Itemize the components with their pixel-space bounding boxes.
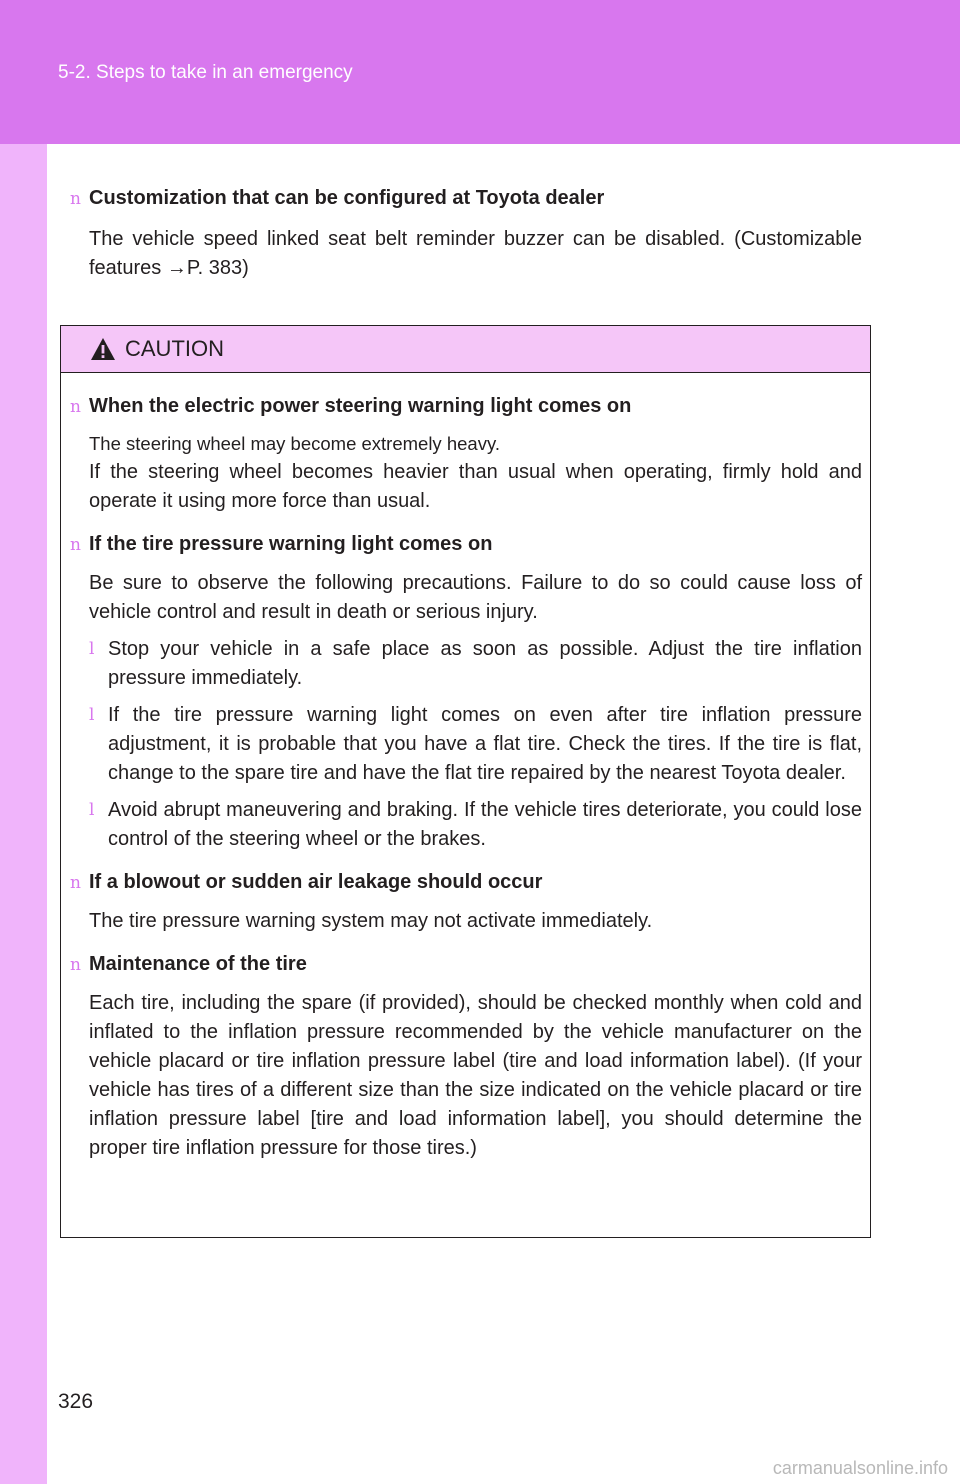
section-bullet-icon: n: [70, 955, 81, 975]
caution-item-heading-text: If the tire pressure warning light comes on: [89, 533, 493, 555]
list-bullet-icon: l: [89, 800, 95, 820]
caution-item: [70, 392, 862, 516]
intro-heading-text: Customization that can be configured at Toyota dealer: [89, 187, 605, 209]
list-item: [70, 635, 862, 693]
caution-label: CAUTION: [125, 336, 224, 361]
caution-item-text: Each tire, including the spare (if provided), should be checked monthly when cold and inflated to the inflation pressure recommended by the vehicle manufacturer on the vehicle placard or tire inflation pressure label (tire and load information label). (If your vehicle has tires of a different size than the size indicated on the vehicle placard or tire inflation pressure label [tire and load information label], you should determine the proper tire inflation pressure for those tires.): [89, 992, 862, 1159]
caution-text-line: If the steering wheel becomes heavier than usual when operating, firmly hold and operate it using more force than usual.: [89, 461, 862, 512]
section-bullet-icon: n: [70, 189, 81, 209]
caution-header: [61, 326, 870, 373]
intro-heading: [70, 184, 862, 213]
list-bullet-icon: l: [89, 705, 95, 725]
caution-item-text: Be sure to observe the following precautions. Failure to do so could cause loss of vehicle control and result in death or serious injury.: [89, 572, 862, 623]
caution-item-text: [70, 429, 862, 516]
caution-item-heading-text: When the electric power steering warning light comes on: [89, 395, 632, 417]
caution-item: [70, 868, 862, 936]
intro-text: The vehicle speed linked seat belt reminder buzzer can be disabled. (Customizable features →P. 383): [89, 228, 862, 279]
section-title: 5-2. Steps to take in an emergency: [58, 62, 353, 83]
intro-section: [70, 184, 862, 283]
section-bullet-icon: n: [70, 397, 81, 417]
watermark: carmanualsonline.info: [772, 1458, 948, 1478]
caution-item-heading-text: Maintenance of the tire: [89, 953, 307, 975]
side-strip: [0, 144, 47, 1484]
caution-item-heading: [70, 392, 862, 421]
caution-box: [60, 325, 871, 1238]
caution-item-heading: [70, 950, 862, 979]
list-item: [70, 796, 862, 854]
section-bullet-icon: n: [70, 535, 81, 555]
list-item: [70, 701, 862, 788]
caution-item: [70, 950, 862, 1163]
caution-text-line: The steering wheel may become extremely heavy.: [89, 433, 500, 454]
caution-item-heading-text: If a blowout or sudden air leakage should occur: [89, 871, 543, 893]
section-bullet-icon: n: [70, 873, 81, 893]
caution-item-heading: [70, 530, 862, 559]
page-number: 326: [58, 1390, 94, 1413]
warning-triangle-icon: [90, 337, 116, 361]
caution-item-text: The tire pressure warning system may not activate immediately.: [89, 910, 653, 932]
list-item-text: Stop your vehicle in a safe place as soon as possible. Adjust the tire inflation pressure immediately.: [108, 638, 862, 689]
caution-item-heading: [70, 868, 862, 897]
list-item-text: Avoid abrupt maneuvering and braking. If the vehicle tires deteriorate, you could lose control of the steering wheel or the brakes.: [108, 799, 862, 850]
caution-body: [70, 392, 862, 1171]
list-item-text: If the tire pressure warning light comes on even after tire inflation pressure adjustment, it is probable that you have a flat tire. Check the tires. If the tire is flat, change to the spare tire and have the flat tire repaired by the nearest Toyota dealer.: [108, 704, 862, 784]
list-bullet-icon: l: [89, 639, 95, 659]
caution-item: [70, 530, 862, 854]
